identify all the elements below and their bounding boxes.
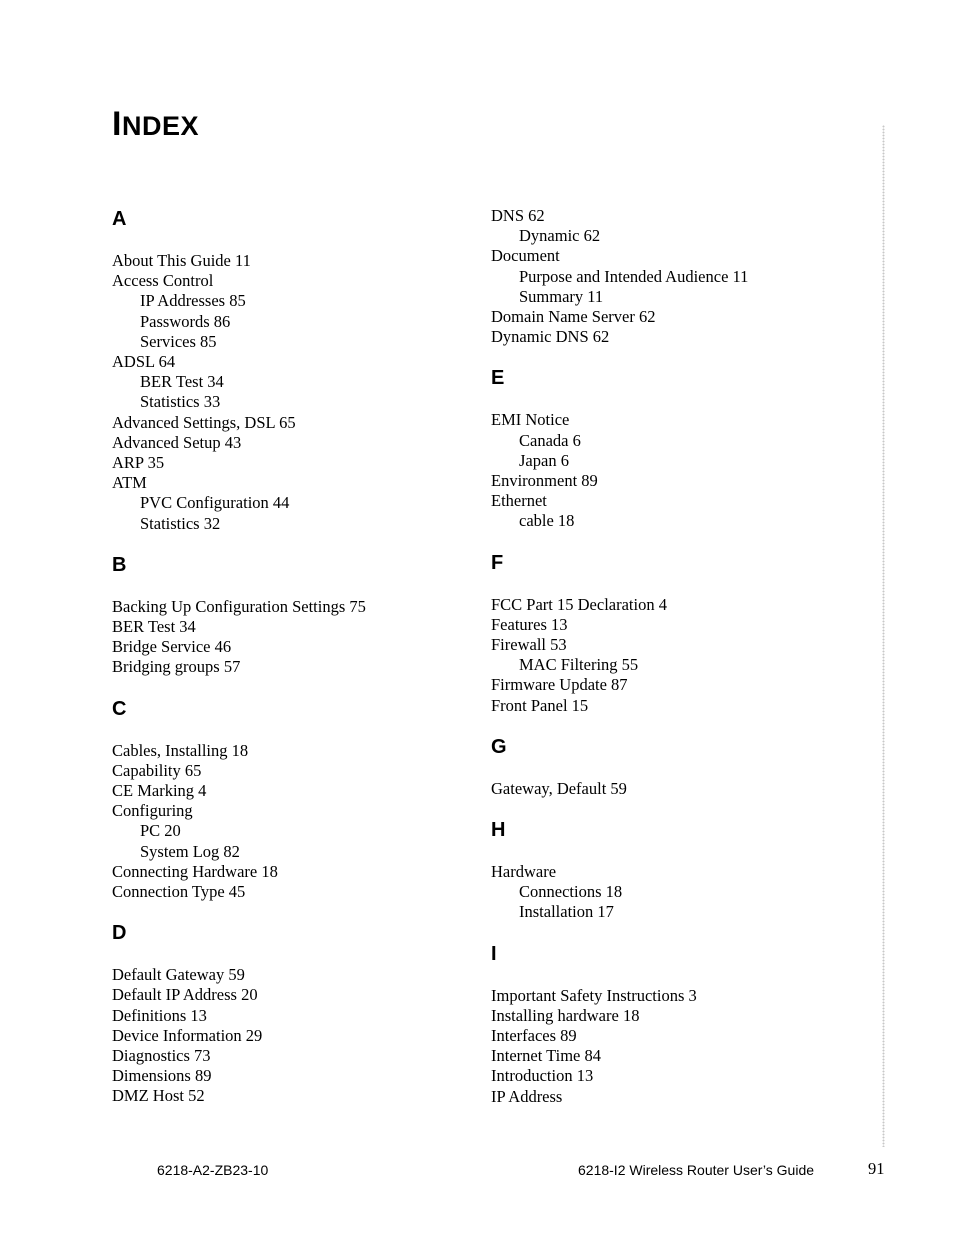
index-letter-heading: A: [112, 208, 127, 230]
index-entry: Hardware: [491, 862, 557, 881]
index-entry: Front Panel 15: [491, 695, 589, 715]
index-entry: ADSL 64: [112, 352, 176, 371]
index-entry: Connection Type 45: [112, 882, 246, 901]
index-entry: Default Gateway 59: [112, 965, 245, 985]
index-entry: Backing Up Configuration Settings 75: [112, 596, 366, 616]
page-title-initial: I: [112, 105, 122, 143]
index-subentry: Services 85: [140, 331, 217, 351]
index-subentry: Passwords 86: [140, 311, 231, 331]
index-subentry: Japan 6: [519, 450, 569, 470]
index-entry: Configuring: [112, 801, 193, 821]
page-title-rest: NDEX: [121, 111, 199, 141]
index-subentry: Connections 18: [519, 882, 623, 902]
index-entry: Gateway, Default 59: [491, 778, 627, 798]
index-entry: CE Marking 4: [112, 781, 207, 800]
index-entry: Firmware Update 87: [491, 675, 628, 695]
index-entry: Advanced Settings, DSL 65: [112, 412, 296, 432]
index-subentry: PVC Configuration 44: [140, 493, 290, 513]
index-subentry: Canada 6: [519, 430, 581, 450]
index-entry: Firewall 53: [491, 635, 567, 654]
index-letter-heading: F: [491, 551, 504, 574]
index-entry: ATM: [112, 473, 147, 493]
index-subentry: BER Test 34: [140, 372, 224, 392]
index-subentry: cable 18: [519, 511, 575, 531]
index-letter-heading: I: [491, 942, 497, 965]
index-letter-heading: G: [491, 735, 507, 758]
index-letter-heading: E: [491, 367, 505, 390]
index-entry: Default IP Address 20: [112, 985, 258, 1005]
page-number: 91: [868, 1159, 885, 1178]
index-entry: Access Control: [112, 271, 214, 291]
index-letter-heading: B: [112, 553, 127, 576]
index-entry: About This Guide 11: [112, 251, 251, 270]
index-entry: DMZ Host 52: [112, 1086, 205, 1106]
index-entry: Diagnostics 73: [112, 1046, 211, 1065]
index-subentry: Purpose and Intended Audience 11: [519, 266, 749, 286]
index-entry: Advanced Setup 43: [112, 432, 242, 452]
index-entry: Internet Time 84: [491, 1046, 601, 1066]
index-entry: Features 13: [491, 614, 568, 634]
index-letter-heading: H: [491, 819, 506, 841]
footer-guide-title: 6218-I2 Wireless Router User’s Guide: [578, 1162, 815, 1178]
index-entry: ARP 35: [112, 453, 165, 472]
index-entry: EMI Notice: [491, 410, 570, 430]
index-entry: Connecting Hardware 18: [112, 861, 278, 881]
index-entry: Cables, Installing 18: [112, 740, 249, 760]
footer-doc-number: 6218-A2-ZB23-10: [157, 1162, 269, 1178]
index-entry: Interfaces 89: [491, 1026, 577, 1045]
index-subentry: Summary 11: [519, 286, 604, 306]
index-entry: Dimensions 89: [112, 1066, 212, 1086]
margin-dotted-rule: [882, 125, 885, 1147]
index-entry: BER Test 34: [112, 617, 196, 636]
index-letter-heading: D: [112, 922, 127, 945]
index-subentry: IP Addresses 85: [140, 291, 246, 311]
index-subentry: Installation 17: [519, 902, 614, 922]
index-subentry: MAC Filtering 55: [519, 655, 639, 675]
index-subentry: PC 20: [140, 821, 181, 841]
index-entry: IP Address: [491, 1086, 563, 1106]
index-subentry: System Log 82: [140, 841, 240, 861]
index-entry: DNS 62: [491, 206, 545, 225]
index-entry: FCC Part 15 Declaration 4: [491, 594, 667, 614]
index-subentry: Dynamic 62: [519, 226, 601, 246]
index-entry: Installing hardware 18: [491, 1005, 640, 1025]
index-entry: Dynamic DNS 62: [491, 327, 610, 347]
index-entry: Definitions 13: [112, 1005, 207, 1025]
index-entry: Bridge Service 46: [112, 637, 232, 657]
index-entry: Ethernet: [491, 491, 547, 511]
page-title: [112, 104, 199, 146]
index-subentry: Statistics 32: [140, 513, 221, 533]
index-entry: Important Safety Instructions 3: [491, 985, 697, 1005]
index-entry: Device Information 29: [112, 1025, 263, 1045]
index-entry: Capability 65: [112, 760, 202, 780]
index-entry: Introduction 13: [491, 1066, 594, 1086]
index-entry: Domain Name Server 62: [491, 307, 656, 326]
index-entry: Document: [491, 246, 560, 266]
index-entry: Environment 89: [491, 471, 598, 490]
index-subentry: Statistics 33: [140, 392, 221, 412]
index-letter-heading: C: [112, 697, 127, 720]
index-entry: Bridging groups 57: [112, 657, 241, 677]
